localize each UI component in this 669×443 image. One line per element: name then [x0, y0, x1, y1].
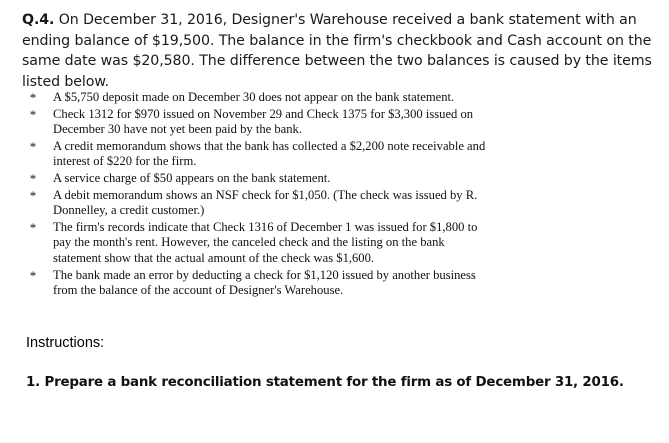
list-item [26, 188, 496, 219]
items-list [26, 90, 496, 300]
bullet-marker: * [29, 267, 37, 283]
list-item [26, 171, 496, 187]
item-text: The firm's records indicate that Check 1316 of December 1 was issued for $1,800 to pay the month's rent. However, the canceled check and the listing on the bank statement show that the actual amount of the check was $1,600. [53, 219, 478, 265]
list-item [26, 139, 496, 170]
question-number: Q.4. [22, 12, 55, 28]
bullet-marker: * [29, 106, 37, 122]
list-item [26, 268, 496, 299]
item-text: The bank made an error by deducting a check for $1,120 issued by another business from the balance of the account of Designer's Warehouse. [53, 267, 476, 298]
question-intro [22, 10, 652, 92]
bullet-marker: * [29, 90, 37, 105]
instructions-heading: Instructions: [26, 335, 105, 351]
bullet-marker: * [29, 138, 37, 154]
bullet-marker: * [29, 219, 37, 235]
item-text: A service charge of $50 appears on the bank statement. [53, 170, 331, 185]
instruction-task: 1. Prepare a bank reconciliation statement for the firm as of December 31, 2016. [26, 375, 624, 390]
list-item [26, 220, 496, 267]
list-item [26, 90, 496, 106]
list-item [26, 107, 496, 138]
item-text: A $5,750 deposit made on December 30 does not appear on the bank statement. [53, 90, 455, 104]
bullet-marker: * [29, 187, 37, 203]
item-text: A debit memorandum shows an NSF check for $1,050. (The check was issued by R. Donnelley, a credit customer.) [53, 187, 478, 218]
item-text: A credit memorandum shows that the bank has collected a $2,200 note receivable and interest of $220 for the firm. [53, 138, 486, 169]
bullet-marker: * [29, 170, 37, 186]
question-text: On December 31, 2016, Designer's Warehouse received a bank statement with an ending balance of $19,500. The balance in the firm's checkbook and Cash account on the same date was $20,580. The difference between the two balances is caused by the items listed below. [22, 12, 652, 90]
item-text: Check 1312 for $970 issued on November 29 and Check 1375 for $3,300 issued on December 30 have not yet been paid by the bank. [53, 106, 474, 137]
